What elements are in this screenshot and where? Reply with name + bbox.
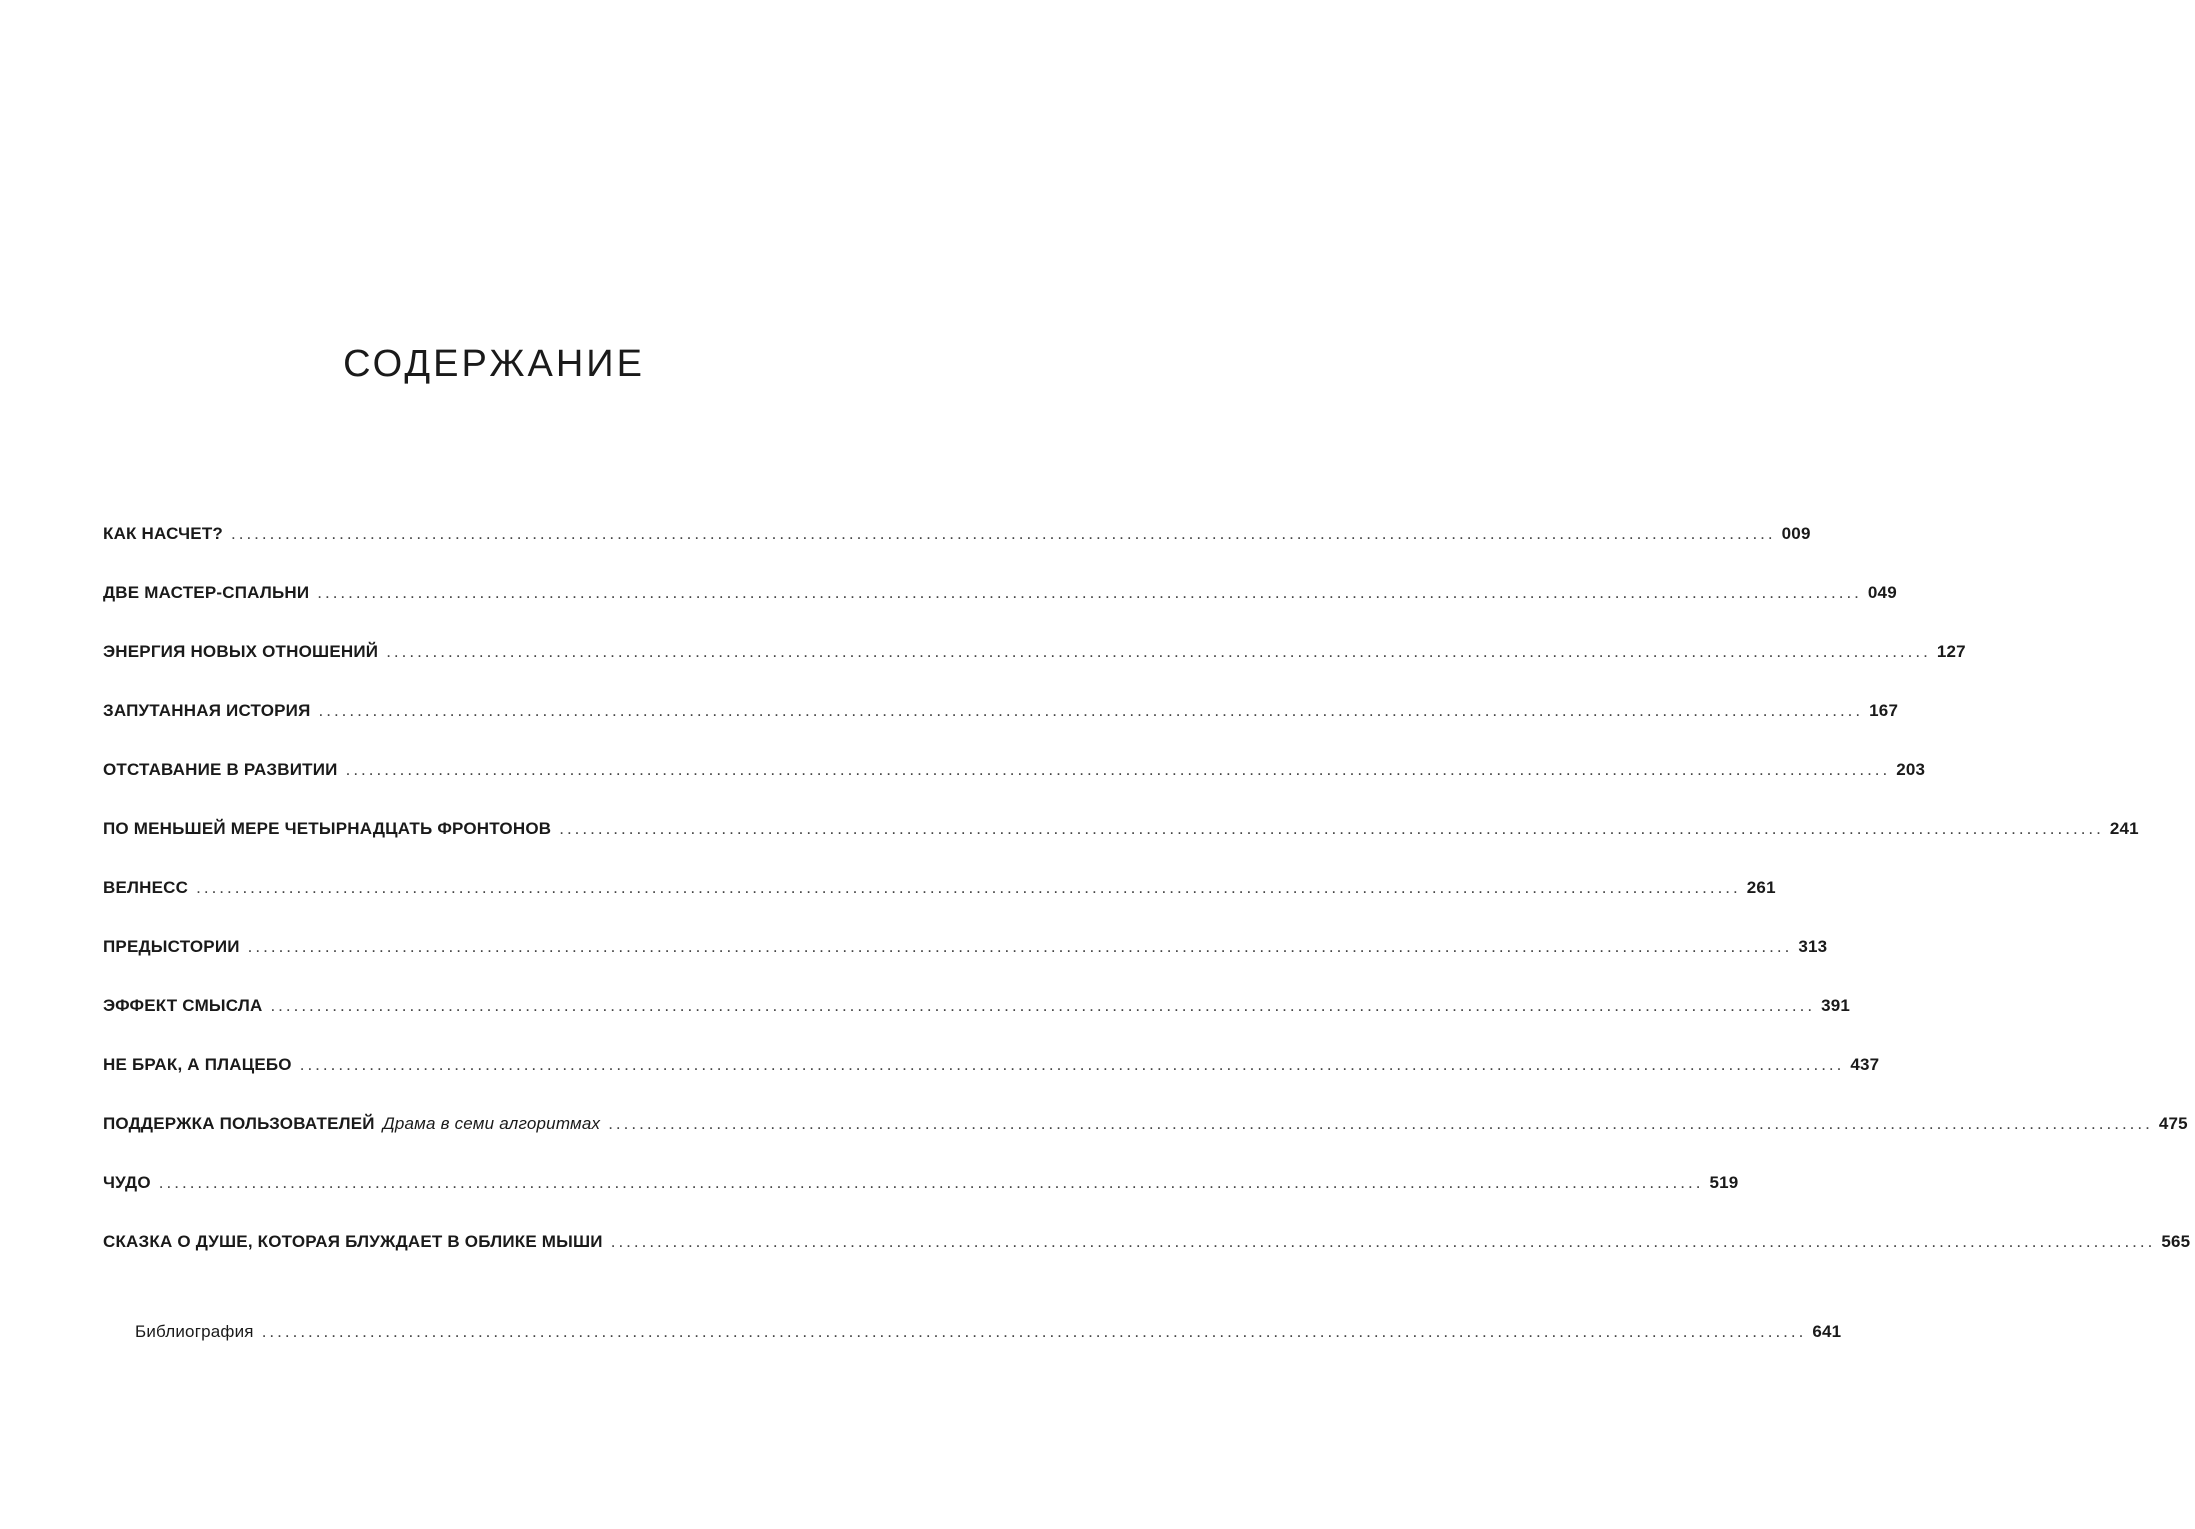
toc-entry-title: ПРЕДЫСТОРИИ <box>103 937 240 956</box>
toc-entry-page: 261 <box>1746 878 1776 897</box>
toc-entry-page: 437 <box>1850 1055 1880 1074</box>
dot-leader: ........................................................................................................................................................................................................ <box>196 878 1741 897</box>
toc-entry-title: ЭФФЕКТ СМЫСЛА <box>103 996 263 1015</box>
dot-leader: ........................................................................................................................................................................................................ <box>247 937 1793 956</box>
toc-entry[interactable] <box>103 701 1899 760</box>
toc-entry[interactable] <box>103 878 1776 937</box>
bibliography-title: Библиография <box>135 1322 254 1341</box>
toc-entry-title: ВЕЛНЕСС <box>103 878 189 897</box>
dot-leader: ........................................................................................................................................................................................................ <box>610 1232 2156 1251</box>
dot-leader: ........................................................................................................................................................................................................ <box>318 701 1864 720</box>
toc-entry-page: 519 <box>1709 1173 1739 1192</box>
dot-leader: ........................................................................................................................................................................................................ <box>299 1055 1845 1074</box>
toc-entry[interactable] <box>103 524 1811 583</box>
toc-entry-page: 009 <box>1781 524 1811 543</box>
toc-entry-title: ЗАПУТАННАЯ ИСТОРИЯ <box>103 701 311 720</box>
toc-entry-title: ОТСТАВАНИЕ В РАЗВИТИИ <box>103 760 338 779</box>
toc-entry-page: 391 <box>1821 996 1851 1015</box>
dot-leader: ........................................................................................................................................................................................................ <box>158 1173 1704 1192</box>
toc-entry[interactable] <box>103 760 1926 819</box>
toc-entry-title: ЭНЕРГИЯ НОВЫХ ОТНОШЕНИЙ <box>103 642 379 661</box>
toc-entry-page: 127 <box>1936 642 1966 661</box>
toc-entry-page: 167 <box>1869 701 1899 720</box>
toc-entry[interactable] <box>103 1232 2191 1291</box>
dot-leader: ........................................................................................................................................................................................................ <box>317 583 1862 602</box>
toc-entry-page: 049 <box>1867 583 1897 602</box>
toc-entry-title: ПОДДЕРЖКА ПОЛЬЗОВАТЕЛЕЙ <box>103 1114 375 1133</box>
bibliography-page: 641 <box>1812 1322 1842 1341</box>
dot-leader: ........................................................................................................................................................................................................ <box>231 524 1776 543</box>
toc-entry-title: ЧУДО <box>103 1173 151 1192</box>
toc-entry-page: 565 <box>2161 1232 2191 1251</box>
toc-entry[interactable] <box>103 642 1966 701</box>
toc-entry-subtitle: Драма в семи алгоритмах <box>382 1114 601 1133</box>
toc-entry-page: 241 <box>2109 819 2139 838</box>
toc-entry-page: 475 <box>2158 1114 2188 1133</box>
toc-entry[interactable] <box>103 1114 2188 1173</box>
toc-entry-title: ПО МЕНЬШЕЙ МЕРЕ ЧЕТЫРНАДЦАТЬ ФРОНТОНОВ <box>103 819 552 838</box>
toc-entry[interactable] <box>103 1055 1880 1114</box>
dot-leader: ........................................................................................................................................................................................................ <box>386 642 1931 661</box>
dot-leader: ........................................................................................................................................................................................................ <box>559 819 2104 838</box>
toc-entry[interactable] <box>103 819 2139 878</box>
dot-leader: ........................................................................................................................................................................................................ <box>608 1114 2153 1133</box>
dot-leader: ........................................................................................................................................................................................................ <box>270 996 1816 1015</box>
toc-entry[interactable] <box>103 937 1828 996</box>
toc-entry-bibliography[interactable] <box>135 1322 1842 1381</box>
toc-entry-title: НЕ БРАК, А ПЛАЦЕБО <box>103 1055 292 1074</box>
toc-entry-title: ДВЕ МАСТЕР-СПАЛЬНИ <box>103 583 310 602</box>
dot-leader: ........................................................................................................................................................................................................ <box>345 760 1891 779</box>
toc-entry-title: СКАЗКА О ДУШЕ, КОТОРАЯ БЛУЖДАЕТ В ОБЛИКЕ МЫШИ <box>103 1232 603 1251</box>
toc-entry-title: КАК НАСЧЕТ? <box>103 524 223 543</box>
toc-entry[interactable] <box>103 583 1897 642</box>
toc-list <box>103 524 2191 1291</box>
toc-entry[interactable] <box>103 996 1851 1055</box>
toc-entry-page: 313 <box>1798 937 1828 956</box>
toc-entry-page: 203 <box>1896 760 1926 779</box>
page-title: СОДЕРЖАНИЕ <box>343 343 645 386</box>
toc-entry[interactable] <box>103 1173 1739 1232</box>
dot-leader: ........................................................................................................................................................................................................ <box>261 1322 1807 1341</box>
